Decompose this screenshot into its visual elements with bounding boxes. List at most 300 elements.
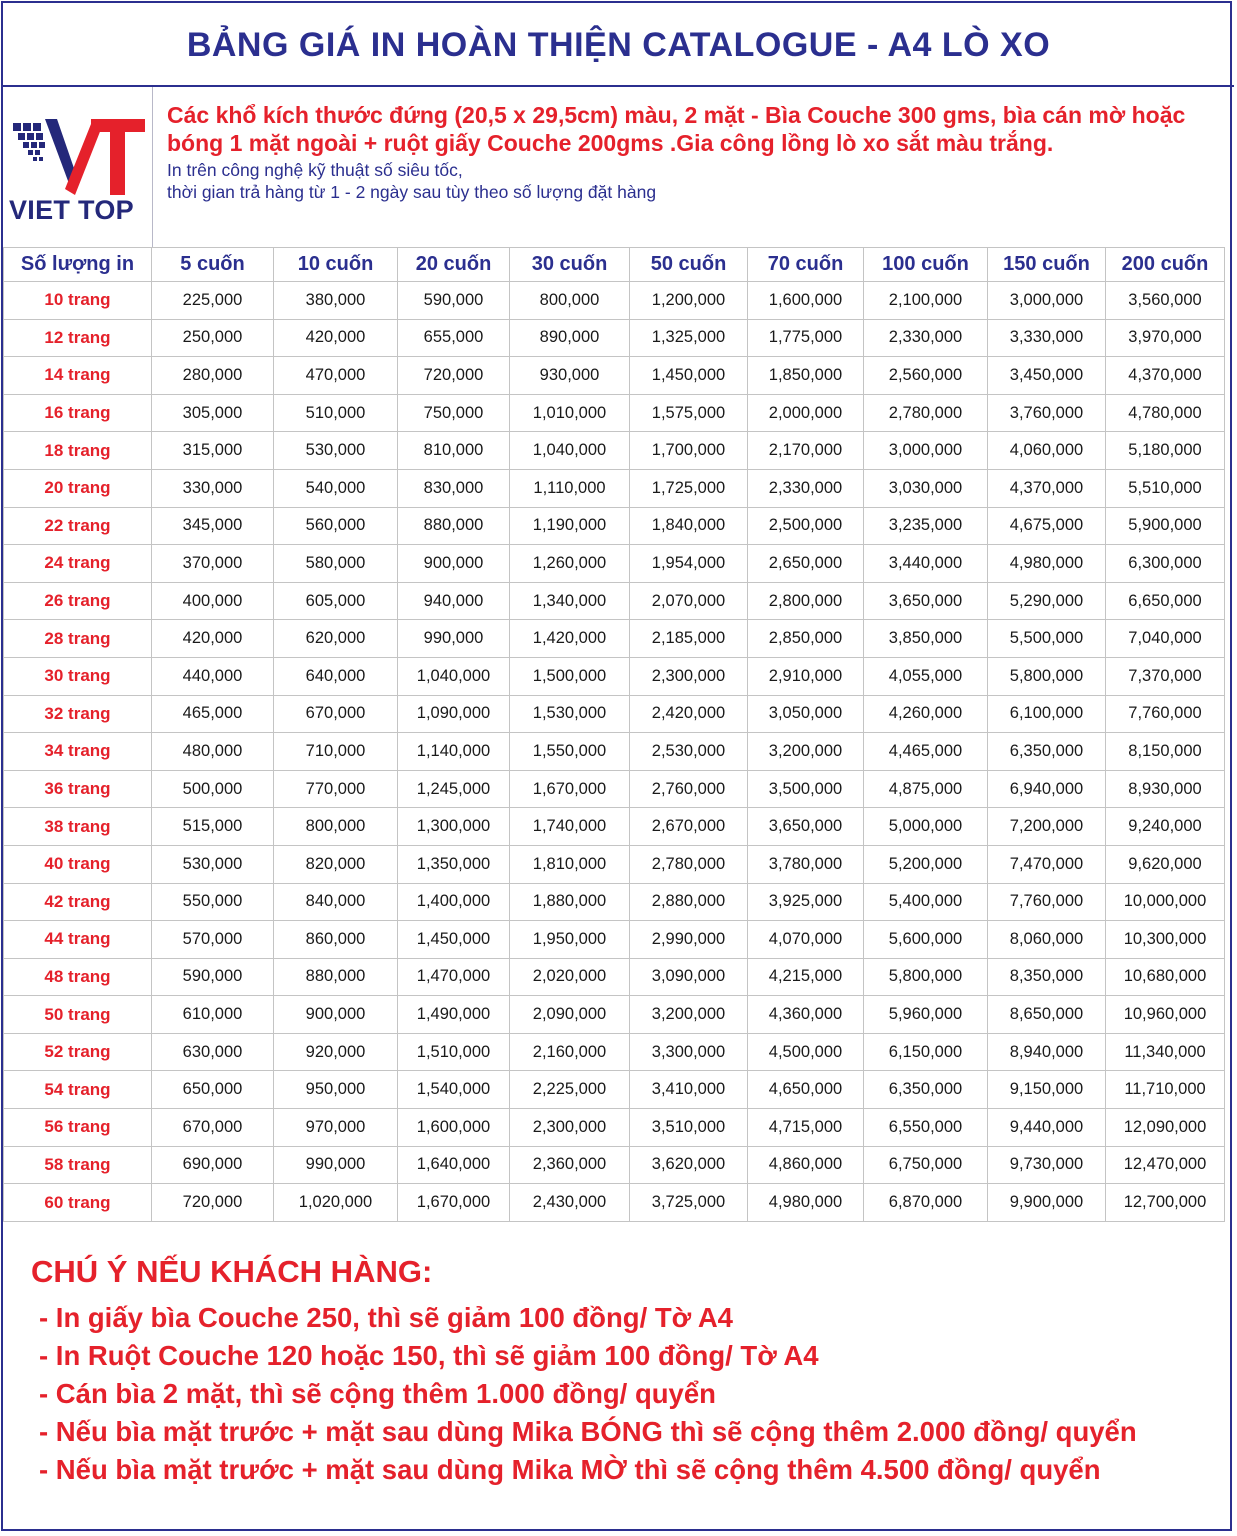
table-row bbox=[4, 695, 1225, 733]
price-cell: 7,040,000 bbox=[1106, 620, 1225, 658]
price-cell: 2,850,000 bbox=[748, 620, 864, 658]
price-cell: 2,990,000 bbox=[630, 921, 748, 959]
price-cell: 11,340,000 bbox=[1106, 1033, 1225, 1071]
table-row bbox=[4, 733, 1225, 771]
page-count-label: 38 trang bbox=[4, 808, 152, 846]
price-cell: 5,000,000 bbox=[864, 808, 988, 846]
price-cell: 650,000 bbox=[152, 1071, 274, 1109]
page-count-label: 10 trang bbox=[4, 282, 152, 320]
price-cell: 2,360,000 bbox=[510, 1146, 630, 1184]
price-cell: 4,980,000 bbox=[988, 545, 1106, 583]
price-cell: 1,600,000 bbox=[748, 282, 864, 320]
price-cell: 2,100,000 bbox=[864, 282, 988, 320]
price-cell: 315,000 bbox=[152, 432, 274, 470]
price-cell: 7,760,000 bbox=[988, 883, 1106, 921]
note-item: - Cán bìa 2 mặt, thì sẽ cộng thêm 1.000 đồng/ quyển bbox=[39, 1378, 716, 1409]
table-row bbox=[4, 394, 1225, 432]
price-cell: 1,880,000 bbox=[510, 883, 630, 921]
price-cell: 5,400,000 bbox=[864, 883, 988, 921]
price-cell: 3,510,000 bbox=[630, 1109, 748, 1147]
price-cell: 8,930,000 bbox=[1106, 770, 1225, 808]
page-count-label: 26 trang bbox=[4, 582, 152, 620]
price-cell: 7,470,000 bbox=[988, 845, 1106, 883]
price-cell: 1,340,000 bbox=[510, 582, 630, 620]
table-row bbox=[4, 507, 1225, 545]
price-cell: 1,670,000 bbox=[510, 770, 630, 808]
price-cell: 4,980,000 bbox=[748, 1184, 864, 1222]
table-row bbox=[4, 770, 1225, 808]
price-cell: 3,450,000 bbox=[988, 357, 1106, 395]
price-cell: 3,560,000 bbox=[1106, 282, 1225, 320]
page-count-label: 42 trang bbox=[4, 883, 152, 921]
price-cell: 5,960,000 bbox=[864, 996, 988, 1034]
price-cell: 4,675,000 bbox=[988, 507, 1106, 545]
price-table bbox=[3, 247, 1225, 1222]
price-cell: 7,370,000 bbox=[1106, 657, 1225, 695]
price-cell: 590,000 bbox=[398, 282, 510, 320]
price-cell: 5,290,000 bbox=[988, 582, 1106, 620]
table-row bbox=[4, 319, 1225, 357]
description-sub-1: In trên công nghệ kỹ thuật số siêu tốc, bbox=[167, 160, 463, 180]
page-count-label: 48 trang bbox=[4, 958, 152, 996]
price-cell: 1,670,000 bbox=[398, 1184, 510, 1222]
price-cell: 1,110,000 bbox=[510, 469, 630, 507]
price-cell: 3,440,000 bbox=[864, 545, 988, 583]
price-cell: 470,000 bbox=[274, 357, 398, 395]
price-cell: 2,090,000 bbox=[510, 996, 630, 1034]
page-count-label: 44 trang bbox=[4, 921, 152, 959]
page-count-label: 60 trang bbox=[4, 1184, 152, 1222]
price-cell: 10,960,000 bbox=[1106, 996, 1225, 1034]
price-cell: 560,000 bbox=[274, 507, 398, 545]
price-cell: 3,090,000 bbox=[630, 958, 748, 996]
price-cell: 1,810,000 bbox=[510, 845, 630, 883]
table-row bbox=[4, 1071, 1225, 1109]
price-cell: 770,000 bbox=[274, 770, 398, 808]
price-cell: 6,940,000 bbox=[988, 770, 1106, 808]
page-count-label: 16 trang bbox=[4, 394, 152, 432]
price-cell: 840,000 bbox=[274, 883, 398, 921]
price-cell: 10,000,000 bbox=[1106, 883, 1225, 921]
price-cell: 4,860,000 bbox=[748, 1146, 864, 1184]
price-cell: 900,000 bbox=[274, 996, 398, 1034]
header-column: 50 cuốn bbox=[630, 248, 748, 282]
price-cell: 4,370,000 bbox=[988, 469, 1106, 507]
price-cell: 3,500,000 bbox=[748, 770, 864, 808]
page-count-label: 28 trang bbox=[4, 620, 152, 658]
price-cell: 305,000 bbox=[152, 394, 274, 432]
price-cell: 530,000 bbox=[152, 845, 274, 883]
price-cell: 890,000 bbox=[510, 319, 630, 357]
price-cell: 4,715,000 bbox=[748, 1109, 864, 1147]
price-cell: 1,775,000 bbox=[748, 319, 864, 357]
price-cell: 880,000 bbox=[274, 958, 398, 996]
price-cell: 1,500,000 bbox=[510, 657, 630, 695]
price-cell: 330,000 bbox=[152, 469, 274, 507]
price-cell: 540,000 bbox=[274, 469, 398, 507]
notes-section bbox=[31, 1253, 1231, 1489]
price-cell: 860,000 bbox=[274, 921, 398, 959]
price-cell: 3,030,000 bbox=[864, 469, 988, 507]
price-cell: 2,000,000 bbox=[748, 394, 864, 432]
table-row bbox=[4, 620, 1225, 658]
price-cell: 655,000 bbox=[398, 319, 510, 357]
price-cell: 8,940,000 bbox=[988, 1033, 1106, 1071]
price-cell: 2,800,000 bbox=[748, 582, 864, 620]
price-cell: 4,370,000 bbox=[1106, 357, 1225, 395]
price-cell: 1,530,000 bbox=[510, 695, 630, 733]
price-cell: 3,000,000 bbox=[988, 282, 1106, 320]
price-cell: 1,600,000 bbox=[398, 1109, 510, 1147]
price-cell: 920,000 bbox=[274, 1033, 398, 1071]
page-count-label: 40 trang bbox=[4, 845, 152, 883]
price-cell: 590,000 bbox=[152, 958, 274, 996]
page-count-label: 54 trang bbox=[4, 1071, 152, 1109]
price-cell: 5,900,000 bbox=[1106, 507, 1225, 545]
price-cell: 12,700,000 bbox=[1106, 1184, 1225, 1222]
price-cell: 4,875,000 bbox=[864, 770, 988, 808]
page-title: BẢNG GIÁ IN HOÀN THIỆN CATALOGUE - A4 LÒ XO bbox=[3, 3, 1234, 87]
page-count-label: 50 trang bbox=[4, 996, 152, 1034]
price-cell: 9,150,000 bbox=[988, 1071, 1106, 1109]
price-cell: 550,000 bbox=[152, 883, 274, 921]
table-row bbox=[4, 545, 1225, 583]
page-count-label: 14 trang bbox=[4, 357, 152, 395]
page-count-label: 12 trang bbox=[4, 319, 152, 357]
product-description bbox=[167, 101, 1207, 203]
price-cell: 720,000 bbox=[152, 1184, 274, 1222]
price-cell: 2,300,000 bbox=[630, 657, 748, 695]
price-cell: 1,954,000 bbox=[630, 545, 748, 583]
price-cell: 440,000 bbox=[152, 657, 274, 695]
price-cell: 7,200,000 bbox=[988, 808, 1106, 846]
price-cell: 6,550,000 bbox=[864, 1109, 988, 1147]
table-row bbox=[4, 432, 1225, 470]
price-cell: 800,000 bbox=[274, 808, 398, 846]
price-cell: 1,725,000 bbox=[630, 469, 748, 507]
table-row bbox=[4, 921, 1225, 959]
price-cell: 2,330,000 bbox=[748, 469, 864, 507]
price-cell: 4,500,000 bbox=[748, 1033, 864, 1071]
price-cell: 1,200,000 bbox=[630, 282, 748, 320]
price-cell: 2,560,000 bbox=[864, 357, 988, 395]
price-cell: 500,000 bbox=[152, 770, 274, 808]
table-row bbox=[4, 996, 1225, 1034]
price-cell: 420,000 bbox=[274, 319, 398, 357]
price-cell: 640,000 bbox=[274, 657, 398, 695]
header-column: 100 cuốn bbox=[864, 248, 988, 282]
price-cell: 6,870,000 bbox=[864, 1184, 988, 1222]
price-cell: 2,300,000 bbox=[510, 1109, 630, 1147]
price-cell: 2,780,000 bbox=[630, 845, 748, 883]
price-cell: 1,540,000 bbox=[398, 1071, 510, 1109]
price-cell: 1,490,000 bbox=[398, 996, 510, 1034]
price-cell: 4,360,000 bbox=[748, 996, 864, 1034]
price-cell: 3,620,000 bbox=[630, 1146, 748, 1184]
price-cell: 8,060,000 bbox=[988, 921, 1106, 959]
price-cell: 1,640,000 bbox=[398, 1146, 510, 1184]
page-count-label: 52 trang bbox=[4, 1033, 152, 1071]
price-cell: 2,880,000 bbox=[630, 883, 748, 921]
page-count-label: 18 trang bbox=[4, 432, 152, 470]
price-cell: 5,800,000 bbox=[864, 958, 988, 996]
price-cell: 1,950,000 bbox=[510, 921, 630, 959]
price-cell: 1,140,000 bbox=[398, 733, 510, 771]
price-cell: 620,000 bbox=[274, 620, 398, 658]
price-cell: 2,430,000 bbox=[510, 1184, 630, 1222]
price-cell: 8,150,000 bbox=[1106, 733, 1225, 771]
note-item: - In Ruột Couche 120 hoặc 150, thì sẽ giảm 100 đồng/ Tờ A4 bbox=[39, 1340, 819, 1371]
price-cell: 2,650,000 bbox=[748, 545, 864, 583]
price-cell: 3,200,000 bbox=[748, 733, 864, 771]
price-cell: 2,160,000 bbox=[510, 1033, 630, 1071]
price-cell: 2,330,000 bbox=[864, 319, 988, 357]
table-row bbox=[4, 1109, 1225, 1147]
price-cell: 5,180,000 bbox=[1106, 432, 1225, 470]
price-cell: 2,225,000 bbox=[510, 1071, 630, 1109]
price-cell: 6,350,000 bbox=[864, 1071, 988, 1109]
price-cell: 5,800,000 bbox=[988, 657, 1106, 695]
price-cell: 1,040,000 bbox=[510, 432, 630, 470]
price-cell: 3,410,000 bbox=[630, 1071, 748, 1109]
price-cell: 225,000 bbox=[152, 282, 274, 320]
price-cell: 670,000 bbox=[274, 695, 398, 733]
price-cell: 1,040,000 bbox=[398, 657, 510, 695]
price-cell: 720,000 bbox=[398, 357, 510, 395]
price-cell: 515,000 bbox=[152, 808, 274, 846]
price-cell: 2,530,000 bbox=[630, 733, 748, 771]
price-cell: 6,750,000 bbox=[864, 1146, 988, 1184]
notes-list bbox=[31, 1299, 1231, 1489]
table-row bbox=[4, 883, 1225, 921]
table-row bbox=[4, 845, 1225, 883]
price-cell: 1,550,000 bbox=[510, 733, 630, 771]
price-cell: 605,000 bbox=[274, 582, 398, 620]
page-count-label: 36 trang bbox=[4, 770, 152, 808]
table-body bbox=[4, 282, 1225, 1222]
price-cell: 12,470,000 bbox=[1106, 1146, 1225, 1184]
note-item: - Nếu bìa mặt trước + mặt sau dùng Mika BÓNG thì sẽ cộng thêm 2.000 đồng/ quyển bbox=[39, 1416, 1137, 1447]
description-sub-2: thời gian trả hàng từ 1 - 2 ngày sau tùy theo số lượng đặt hàng bbox=[167, 182, 657, 202]
price-cell: 2,910,000 bbox=[748, 657, 864, 695]
price-cell: 670,000 bbox=[152, 1109, 274, 1147]
price-cell: 3,850,000 bbox=[864, 620, 988, 658]
price-cell: 1,740,000 bbox=[510, 808, 630, 846]
price-cell: 250,000 bbox=[152, 319, 274, 357]
price-cell: 2,170,000 bbox=[748, 432, 864, 470]
notes-title: CHÚ Ý NẾU KHÁCH HÀNG: bbox=[31, 1254, 433, 1289]
price-cell: 9,240,000 bbox=[1106, 808, 1225, 846]
price-cell: 3,200,000 bbox=[630, 996, 748, 1034]
price-cell: 4,465,000 bbox=[864, 733, 988, 771]
price-cell: 820,000 bbox=[274, 845, 398, 883]
price-cell: 2,500,000 bbox=[748, 507, 864, 545]
price-cell: 2,185,000 bbox=[630, 620, 748, 658]
price-cell: 2,760,000 bbox=[630, 770, 748, 808]
price-cell: 710,000 bbox=[274, 733, 398, 771]
price-cell: 1,020,000 bbox=[274, 1184, 398, 1222]
price-cell: 6,100,000 bbox=[988, 695, 1106, 733]
price-cell: 1,420,000 bbox=[510, 620, 630, 658]
note-item: - Nếu bìa mặt trước + mặt sau dùng Mika MỜ thì sẽ cộng thêm 4.500 đồng/ quyển bbox=[39, 1454, 1101, 1485]
header-column: 200 cuốn bbox=[1106, 248, 1225, 282]
price-cell: 690,000 bbox=[152, 1146, 274, 1184]
price-cell: 990,000 bbox=[274, 1146, 398, 1184]
price-cell: 950,000 bbox=[274, 1071, 398, 1109]
table-header-row bbox=[4, 248, 1225, 282]
price-cell: 1,575,000 bbox=[630, 394, 748, 432]
price-cell: 3,300,000 bbox=[630, 1033, 748, 1071]
price-cell: 5,500,000 bbox=[988, 620, 1106, 658]
price-cell: 5,200,000 bbox=[864, 845, 988, 883]
price-cell: 4,060,000 bbox=[988, 432, 1106, 470]
price-cell: 9,900,000 bbox=[988, 1184, 1106, 1222]
price-cell: 3,330,000 bbox=[988, 319, 1106, 357]
logo bbox=[3, 87, 153, 247]
page-count-label: 22 trang bbox=[4, 507, 152, 545]
price-cell: 810,000 bbox=[398, 432, 510, 470]
description-main: Các khổ kích thước đứng (20,5 x 29,5cm) màu, 2 mặt - Bìa Couche 300 gms, bìa cán mờ hoặc bóng 1 mặt ngoài + ruột giấy Couche 200gms .Gia công lồng lò xo sắt màu trắng. bbox=[167, 102, 1186, 156]
price-cell: 4,650,000 bbox=[748, 1071, 864, 1109]
price-cell: 9,440,000 bbox=[988, 1109, 1106, 1147]
price-cell: 400,000 bbox=[152, 582, 274, 620]
page-count-label: 30 trang bbox=[4, 657, 152, 695]
price-cell: 8,350,000 bbox=[988, 958, 1106, 996]
price-cell: 6,650,000 bbox=[1106, 582, 1225, 620]
price-cell: 2,670,000 bbox=[630, 808, 748, 846]
price-cell: 380,000 bbox=[274, 282, 398, 320]
header-column: 30 cuốn bbox=[510, 248, 630, 282]
header-column: 10 cuốn bbox=[274, 248, 398, 282]
price-cell: 2,420,000 bbox=[630, 695, 748, 733]
price-cell: 1,350,000 bbox=[398, 845, 510, 883]
price-cell: 9,730,000 bbox=[988, 1146, 1106, 1184]
price-cell: 3,970,000 bbox=[1106, 319, 1225, 357]
price-cell: 7,760,000 bbox=[1106, 695, 1225, 733]
price-sheet bbox=[1, 1, 1232, 1531]
price-cell: 1,010,000 bbox=[510, 394, 630, 432]
price-cell: 830,000 bbox=[398, 469, 510, 507]
price-cell: 1,840,000 bbox=[630, 507, 748, 545]
header-column: 5 cuốn bbox=[152, 248, 274, 282]
price-cell: 1,090,000 bbox=[398, 695, 510, 733]
price-cell: 5,600,000 bbox=[864, 921, 988, 959]
price-cell: 3,725,000 bbox=[630, 1184, 748, 1222]
price-cell: 880,000 bbox=[398, 507, 510, 545]
price-cell: 4,780,000 bbox=[1106, 394, 1225, 432]
price-cell: 1,245,000 bbox=[398, 770, 510, 808]
price-cell: 570,000 bbox=[152, 921, 274, 959]
price-cell: 11,710,000 bbox=[1106, 1071, 1225, 1109]
table-row bbox=[4, 282, 1225, 320]
price-cell: 465,000 bbox=[152, 695, 274, 733]
price-cell: 1,325,000 bbox=[630, 319, 748, 357]
price-cell: 3,235,000 bbox=[864, 507, 988, 545]
price-cell: 750,000 bbox=[398, 394, 510, 432]
table-row bbox=[4, 808, 1225, 846]
price-cell: 3,925,000 bbox=[748, 883, 864, 921]
price-cell: 10,680,000 bbox=[1106, 958, 1225, 996]
price-cell: 2,070,000 bbox=[630, 582, 748, 620]
table-row bbox=[4, 582, 1225, 620]
price-cell: 3,760,000 bbox=[988, 394, 1106, 432]
price-cell: 5,510,000 bbox=[1106, 469, 1225, 507]
price-cell: 1,300,000 bbox=[398, 808, 510, 846]
page-count-label: 32 trang bbox=[4, 695, 152, 733]
page-count-label: 56 trang bbox=[4, 1109, 152, 1147]
price-cell: 4,055,000 bbox=[864, 657, 988, 695]
price-cell: 3,050,000 bbox=[748, 695, 864, 733]
price-cell: 4,260,000 bbox=[864, 695, 988, 733]
table-row bbox=[4, 1184, 1225, 1222]
price-cell: 1,190,000 bbox=[510, 507, 630, 545]
price-cell: 1,510,000 bbox=[398, 1033, 510, 1071]
price-cell: 1,700,000 bbox=[630, 432, 748, 470]
price-cell: 580,000 bbox=[274, 545, 398, 583]
price-cell: 1,260,000 bbox=[510, 545, 630, 583]
price-cell: 6,350,000 bbox=[988, 733, 1106, 771]
price-cell: 1,850,000 bbox=[748, 357, 864, 395]
table-row bbox=[4, 1033, 1225, 1071]
price-cell: 280,000 bbox=[152, 357, 274, 395]
page-count-label: 20 trang bbox=[4, 469, 152, 507]
price-cell: 9,620,000 bbox=[1106, 845, 1225, 883]
header-quantity-label: Số lượng in bbox=[4, 248, 152, 282]
price-cell: 990,000 bbox=[398, 620, 510, 658]
price-cell: 420,000 bbox=[152, 620, 274, 658]
price-cell: 480,000 bbox=[152, 733, 274, 771]
price-cell: 630,000 bbox=[152, 1033, 274, 1071]
price-cell: 970,000 bbox=[274, 1109, 398, 1147]
price-cell: 930,000 bbox=[510, 357, 630, 395]
price-cell: 800,000 bbox=[510, 282, 630, 320]
price-cell: 2,780,000 bbox=[864, 394, 988, 432]
price-cell: 3,000,000 bbox=[864, 432, 988, 470]
header-column: 20 cuốn bbox=[398, 248, 510, 282]
price-cell: 1,470,000 bbox=[398, 958, 510, 996]
price-cell: 4,215,000 bbox=[748, 958, 864, 996]
price-cell: 3,780,000 bbox=[748, 845, 864, 883]
table-row bbox=[4, 657, 1225, 695]
logo-text: VIET TOP bbox=[9, 195, 134, 225]
header-column: 150 cuốn bbox=[988, 248, 1106, 282]
price-cell: 12,090,000 bbox=[1106, 1109, 1225, 1147]
table-row bbox=[4, 1146, 1225, 1184]
price-cell: 2,020,000 bbox=[510, 958, 630, 996]
price-cell: 345,000 bbox=[152, 507, 274, 545]
header-column: 70 cuốn bbox=[748, 248, 864, 282]
price-cell: 1,400,000 bbox=[398, 883, 510, 921]
price-cell: 3,650,000 bbox=[748, 808, 864, 846]
price-cell: 610,000 bbox=[152, 996, 274, 1034]
table-row bbox=[4, 958, 1225, 996]
page-count-label: 58 trang bbox=[4, 1146, 152, 1184]
price-cell: 4,070,000 bbox=[748, 921, 864, 959]
table-row bbox=[4, 469, 1225, 507]
price-cell: 3,650,000 bbox=[864, 582, 988, 620]
page-count-label: 24 trang bbox=[4, 545, 152, 583]
price-cell: 1,450,000 bbox=[630, 357, 748, 395]
note-item: - In giấy bìa Couche 250, thì sẽ giảm 100 đồng/ Tờ A4 bbox=[39, 1302, 733, 1333]
price-cell: 6,300,000 bbox=[1106, 545, 1225, 583]
page-count-label: 34 trang bbox=[4, 733, 152, 771]
price-cell: 6,150,000 bbox=[864, 1033, 988, 1071]
price-cell: 370,000 bbox=[152, 545, 274, 583]
price-cell: 530,000 bbox=[274, 432, 398, 470]
price-cell: 1,450,000 bbox=[398, 921, 510, 959]
price-cell: 940,000 bbox=[398, 582, 510, 620]
table-row bbox=[4, 357, 1225, 395]
